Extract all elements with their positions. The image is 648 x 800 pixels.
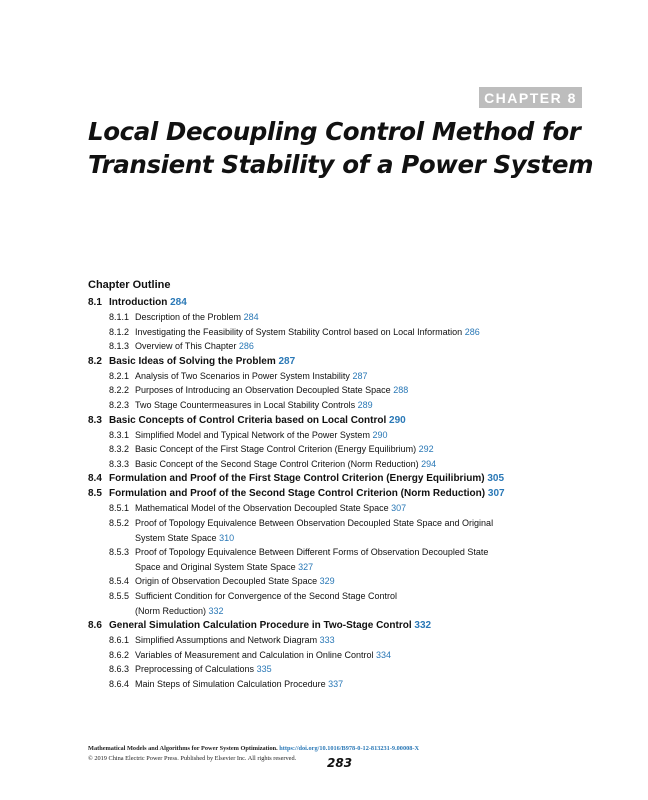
footer-copyright: © 2019 China Electric Power Press. Published by Elsevier Inc. All rights reserved. (88, 755, 297, 762)
subsection-number: 8.3.3 (109, 458, 130, 469)
outline-section[interactable] (88, 354, 558, 369)
footer-doi-link[interactable]: https://doi.org/10.1016/B978-0-12-813231-9.00008-X (279, 745, 420, 752)
section-title: General Simulation Calculation Procedure in Two-Stage Control (109, 620, 412, 632)
subsection-title-line: Sufficient Condition for Convergence of the Second Stage Control (135, 590, 397, 601)
subsection-page-link[interactable]: 286 (238, 341, 254, 352)
outline-subsection[interactable] (88, 501, 558, 516)
subsection-number: 8.1.2 (109, 326, 130, 337)
outline-subsection[interactable] (88, 325, 558, 340)
outline-subsection[interactable] (88, 310, 558, 325)
subsection-page-link[interactable]: 333 (319, 635, 335, 646)
chapter-title (88, 115, 608, 181)
subsection-title-line: Mathematical Model of the Observation Decoupled State Space (135, 503, 389, 514)
subsection-text (135, 442, 558, 457)
chapter-outline (88, 277, 558, 691)
outline-subsection[interactable] (88, 648, 558, 663)
subsection-number: 8.5.4 (109, 576, 130, 587)
subsection-title-line: System State Space (135, 532, 217, 543)
subsection-text (135, 589, 558, 618)
outline-heading: Chapter Outline (88, 279, 171, 291)
section-number: 8.1 (88, 297, 102, 308)
subsection-page-link[interactable]: 284 (243, 312, 259, 322)
section-title: Formulation and Proof of the First Stage Control Criterion (Energy Equilibrium) (109, 473, 485, 485)
subsection-title-line: Basic Concept of the Second Stage Control Criterion (Norm Reduction) (135, 458, 419, 469)
subsection-title-line: (Norm Reduction) (135, 605, 207, 616)
section-page-link[interactable]: 332 (414, 620, 432, 632)
subsection-number: 8.6.3 (109, 664, 130, 675)
subsection-page-link[interactable]: 334 (375, 649, 392, 660)
subsection-title-line: Preprocessing of Calculations (135, 664, 255, 675)
section-page-link[interactable]: 305 (487, 473, 505, 485)
outline-subsection[interactable] (88, 442, 558, 457)
subsection-number: 8.2.3 (109, 399, 130, 410)
subsection-page-link[interactable]: 307 (391, 503, 407, 514)
subsection-text (135, 633, 558, 648)
subsection-title-line: Two Stage Countermeasures in Local Stability Controls (135, 399, 356, 410)
outline-subsection[interactable] (88, 589, 558, 618)
outline-section[interactable] (88, 486, 558, 501)
outline-subsection[interactable] (88, 457, 558, 472)
subsection-title-line: Basic Concept of the First Stage Control Criterion (Energy Equilibrium) (135, 444, 417, 455)
subsection-number: 8.6.4 (109, 678, 130, 689)
outline-subsection[interactable] (88, 383, 558, 398)
subsection-title-line: Simplified Assumptions and Network Diagram (135, 635, 318, 646)
subsection-page-link[interactable]: 289 (357, 399, 373, 410)
section-title: Basic Concepts of Control Criteria based on Local Control (109, 414, 387, 426)
outline-subsection[interactable] (88, 516, 558, 545)
chapter-title-line1: Local Decoupling Control Method for (88, 117, 581, 146)
outline-subsection[interactable] (88, 545, 558, 574)
subsection-page-link[interactable]: 337 (328, 678, 344, 689)
outline-section[interactable] (88, 471, 558, 486)
subsection-number: 8.3.1 (109, 429, 130, 440)
subsection-text (135, 457, 558, 472)
subsection-title-line: Proof of Topology Equivalence Between Observation Decoupled State Space and Original (135, 517, 494, 528)
subsection-title-line: Origin of Observation Decoupled State Space (135, 576, 318, 587)
subsection-page-link[interactable]: 290 (372, 429, 388, 440)
subsection-number: 8.5.3 (109, 547, 130, 558)
subsection-text (135, 339, 558, 354)
section-number: 8.6 (88, 620, 102, 632)
subsection-number: 8.2.1 (109, 370, 130, 381)
subsection-text (135, 369, 558, 384)
outline-subsection[interactable] (88, 677, 558, 692)
subsection-page-link[interactable]: 327 (298, 561, 314, 572)
subsection-title-line: Simplified Model and Typical Network of the Power System (135, 429, 370, 440)
subsection-title-line: Investigating the Feasibility of System Stability Control based on Local Information (135, 326, 463, 337)
subsection-title-line: Variables of Measurement and Calculation in Online Control (135, 649, 374, 660)
subsection-page-link[interactable]: 332 (208, 605, 224, 616)
subsection-number: 8.6.1 (109, 635, 130, 646)
subsection-text (135, 310, 558, 325)
section-number: 8.2 (88, 355, 102, 367)
outline-section[interactable] (88, 413, 558, 428)
subsection-text (135, 398, 558, 413)
subsection-title-line: Analysis of Two Scenarios in Power System Instability (135, 370, 350, 381)
subsection-title-line: Purposes of Introducing an Observation Decoupled State Space (135, 385, 391, 396)
subsection-title-line: Proof of Topology Equivalence Between Different Forms of Observation Decoupled State (135, 547, 489, 558)
section-number: 8.5 (88, 488, 102, 500)
outline-subsection[interactable] (88, 339, 558, 354)
outline-list (88, 295, 558, 691)
subsection-number: 8.2.2 (109, 385, 130, 396)
subsection-number: 8.5.5 (109, 590, 130, 601)
subsection-text (135, 648, 558, 663)
outline-subsection[interactable] (88, 369, 558, 384)
section-page-link[interactable]: 290 (389, 414, 406, 426)
subsection-text (135, 677, 558, 692)
subsection-number: 8.6.2 (109, 649, 130, 660)
section-number: 8.3 (88, 414, 102, 426)
subsection-text (135, 383, 558, 398)
subsection-number: 8.5.1 (109, 503, 130, 514)
subsection-page-link[interactable]: 288 (393, 385, 409, 396)
section-page-link[interactable]: 284 (170, 297, 187, 308)
subsection-page-link[interactable]: 329 (319, 576, 335, 587)
subsection-text (135, 325, 558, 340)
outline-subsection[interactable] (88, 428, 558, 443)
subsection-number: 8.1.3 (109, 341, 130, 352)
page-number: 283 (327, 756, 353, 770)
outline-subsection[interactable] (88, 633, 558, 648)
section-title: Formulation and Proof of the Second Stage Control Criterion (Norm Reduction) (109, 488, 486, 500)
subsection-text (135, 428, 558, 443)
footer (88, 744, 508, 764)
subsection-number: 8.3.2 (109, 444, 130, 455)
subsection-page-link[interactable]: 287 (352, 370, 368, 381)
chapter-title-line2: Transient Stability of a Power System (88, 150, 594, 179)
section-title: Introduction (109, 297, 168, 308)
subsection-text (135, 545, 558, 574)
subsection-title-line: Overview of This Chapter (135, 341, 237, 352)
outline-section[interactable] (88, 295, 558, 310)
subsection-page-link[interactable]: 310 (219, 532, 235, 543)
subsection-text (135, 662, 558, 677)
subsection-title-line: Description of the Problem (135, 312, 242, 322)
section-number: 8.4 (88, 473, 102, 485)
section-title: Basic Ideas of Solving the Problem (109, 355, 276, 367)
subsection-text (135, 574, 558, 589)
outline-section[interactable] (88, 618, 558, 633)
subsection-text (135, 501, 558, 516)
footer-book-title: Mathematical Models and Algorithms for Power System Optimization. (88, 745, 278, 752)
subsection-page-link[interactable]: 286 (464, 326, 480, 337)
subsection-page-link[interactable]: 335 (256, 664, 272, 675)
subsection-page-link[interactable]: 294 (421, 458, 437, 469)
outline-subsection[interactable] (88, 398, 558, 413)
subsection-text (135, 516, 558, 545)
subsection-number: 8.1.1 (109, 312, 130, 322)
subsection-number: 8.5.2 (109, 517, 130, 528)
chapter-label: CHAPTER 8 (479, 87, 582, 108)
subsection-page-link[interactable]: 292 (418, 444, 434, 455)
subsection-title-line: Main Steps of Simulation Calculation Procedure (135, 678, 326, 689)
section-page-link[interactable]: 307 (487, 488, 505, 500)
footer-citation (88, 744, 508, 754)
section-page-link[interactable]: 287 (278, 355, 296, 367)
subsection-title-line: Space and Original System State Space (135, 561, 296, 572)
outline-subsection[interactable] (88, 574, 558, 589)
outline-subsection[interactable] (88, 662, 558, 677)
